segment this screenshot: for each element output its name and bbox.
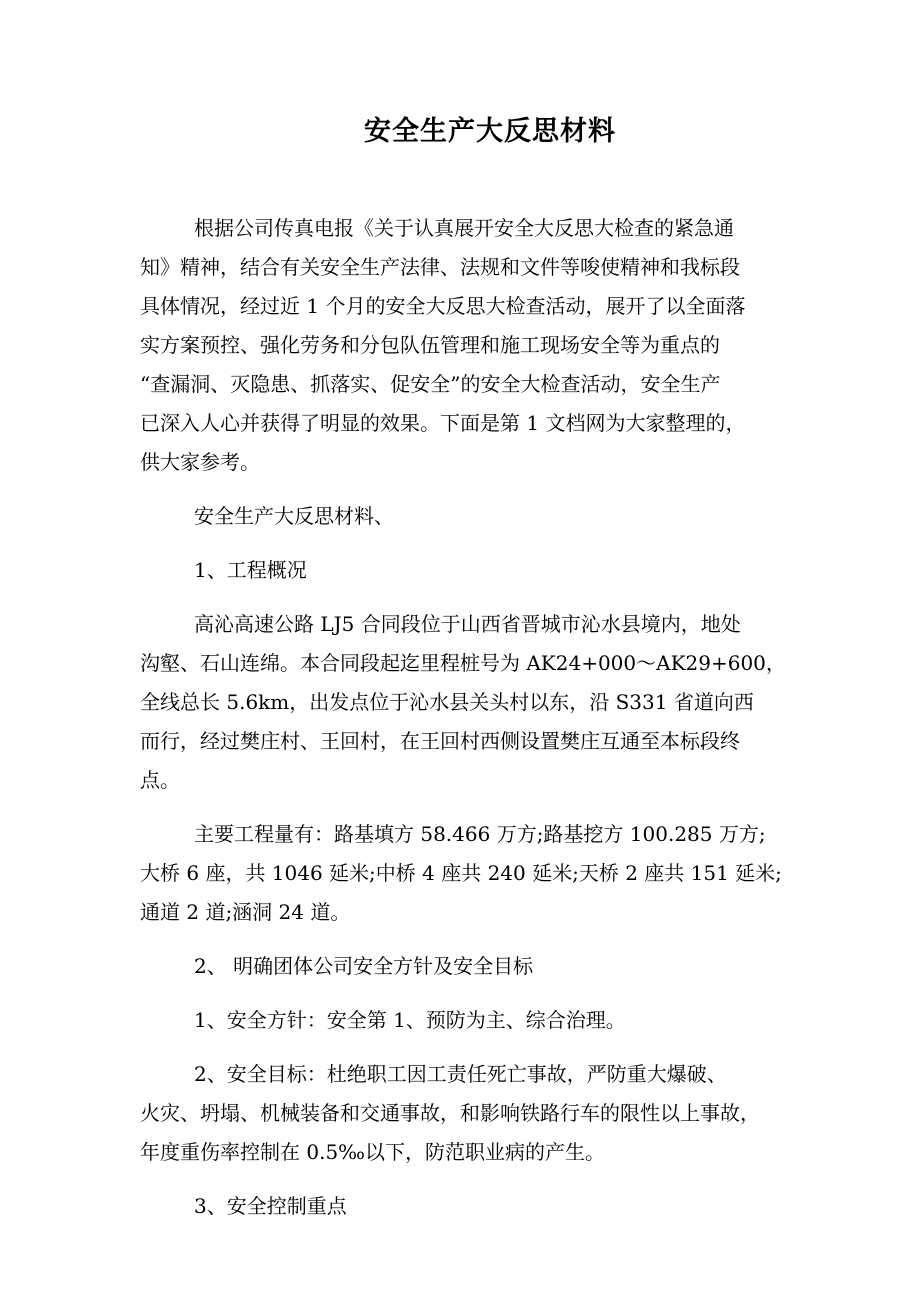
- paragraph-line: 供大家参考。: [140, 450, 260, 474]
- paragraph-line: 安全生产大反思材料、: [194, 504, 394, 528]
- paragraph-line: 通道 2 道;涵洞 24 道。: [140, 900, 351, 924]
- paragraph: [140, 947, 795, 986]
- paragraph-line: 点。: [140, 768, 180, 792]
- paragraph-line: 已深入人心并获得了明显的效果。下面是第 1 文档网为大家整理的，: [140, 411, 746, 435]
- paragraph-line: 1、安全方针：安全第 1、预防为主、综合治理。: [194, 1008, 626, 1032]
- paragraph-line: 全线总长 5.6km，出发点位于沁水县关头村以东，沿 S331 省道向西: [140, 690, 754, 714]
- paragraph-line: 大桥 6 座，共 1046 延米;中桥 4 座共 240 延米;天桥 2 座共 151 延米;: [140, 861, 782, 885]
- paragraph-line: 主要工程量有：路基填方 58.466 万方;路基挖方 100.285 万方;: [194, 822, 766, 846]
- paragraph-line: 根据公司传真电报《关于认真展开安全大反思大检查的紧急通: [194, 216, 734, 240]
- paragraph-line: 具体情况，经过近 1 个月的安全大反思大检查活动，展开了以全面落: [140, 294, 746, 318]
- paragraph-line: 知》精神，结合有关安全生产法律、法规和文件等唆使精神和我标段: [140, 255, 740, 279]
- paragraph: [140, 815, 795, 932]
- paragraph: [140, 551, 795, 590]
- paragraph-line: 年度重伤率控制在 0.5‰以下，防范职业病的产生。: [140, 1140, 605, 1164]
- paragraph: [140, 1055, 795, 1172]
- paragraph-line: 实方案预控、强化劳务和分包队伍管理和施工现场安全等为重点的: [140, 333, 720, 357]
- paragraph: [140, 1001, 795, 1040]
- paragraph-line: 2、安全目标：杜绝职工因工责任死亡事故，严防重大爆破、: [194, 1062, 727, 1086]
- document-title: 安全生产大反思材料: [364, 116, 616, 147]
- paragraph-line: 而行，经过樊庄村、王回村，在王回村西侧设置樊庄互通至本标段终: [140, 729, 740, 753]
- paragraph: [140, 209, 795, 482]
- paragraph-line: 1、工程概况: [194, 558, 307, 582]
- paragraph-line: 高沁高速公路 LJ5 合同段位于山西省晋城市沁水县境内，地处: [194, 612, 741, 636]
- paragraph-line: 火灾、坍塌、机械装备和交通事故，和影响铁路行车的限性以上事故，: [140, 1101, 760, 1125]
- paragraph-line: “查漏洞、灭隐患、抓落实、促安全”的安全大检查活动，安全生产: [140, 372, 721, 396]
- paragraph-line: 3、安全控制重点: [194, 1194, 347, 1218]
- paragraph-line: 沟壑、石山连绵。本合同段起迄里程桩号为 AK24+000～AK29+600，: [140, 651, 786, 675]
- document-body: [140, 209, 795, 1241]
- paragraph: [140, 605, 795, 800]
- paragraph: [140, 1187, 795, 1226]
- paragraph: [140, 497, 795, 536]
- paragraph-line: 2、 明确团体公司安全方针及安全目标: [194, 954, 534, 978]
